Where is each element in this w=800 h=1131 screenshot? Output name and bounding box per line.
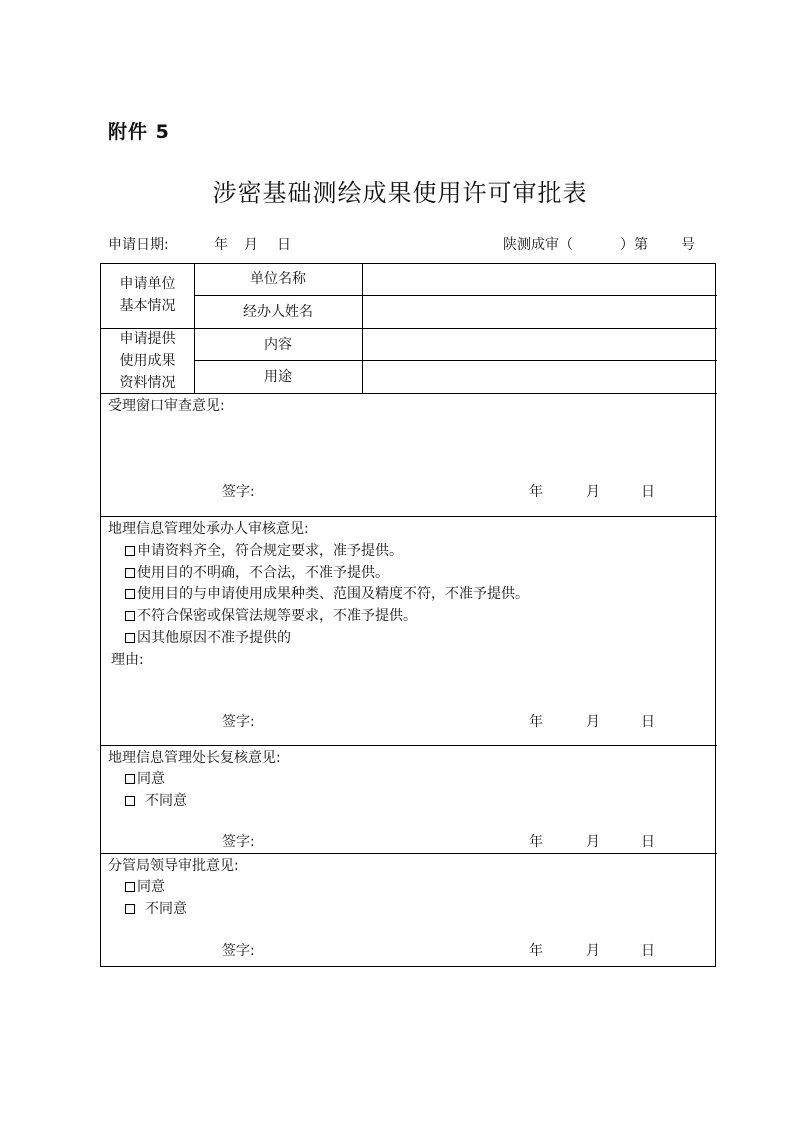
handler-option-5[interactable]: 因其他原因不准予提供的	[125, 628, 291, 648]
checkbox-icon[interactable]	[125, 774, 135, 784]
leader-approval-month: 月	[586, 943, 600, 959]
director-review-month: 月	[586, 834, 600, 850]
window-review-heading: 受理窗口审查意见:	[108, 398, 225, 414]
checkbox-icon[interactable]	[125, 796, 135, 806]
director-review-heading: 地理信息管理处长复核意见:	[108, 750, 281, 766]
doc-number-suffix: 号	[681, 237, 695, 253]
date-month: 月	[244, 237, 258, 253]
row-divider	[101, 745, 717, 746]
materials-section-label: 申请提供使用成果资料情况	[119, 331, 176, 391]
reason-label: 理由:	[111, 652, 144, 668]
row-divider	[101, 516, 717, 517]
purpose-field[interactable]	[362, 361, 717, 393]
doc-number-mid: ）第	[620, 237, 648, 253]
checkbox-icon[interactable]	[125, 546, 135, 556]
purpose-label: 用途	[264, 369, 292, 385]
director-review-sign-label: 签字:	[222, 834, 255, 850]
director-agree-option[interactable]: 同意	[125, 769, 165, 789]
checkbox-icon[interactable]	[125, 589, 135, 599]
row-divider	[101, 853, 717, 854]
handler-name-field[interactable]	[362, 296, 717, 328]
leader-approval-heading: 分管局领导审批意见:	[108, 858, 239, 874]
unit-name-label: 单位名称	[250, 271, 306, 287]
date-year: 年	[214, 237, 228, 253]
applicant-section-label: 申请单位基本情况	[119, 276, 176, 314]
director-review-year: 年	[529, 834, 543, 850]
date-day: 日	[277, 237, 291, 253]
attachment-label: 附件 5	[108, 121, 170, 143]
window-review-year: 年	[529, 484, 543, 500]
checkbox-icon[interactable]	[125, 633, 135, 643]
handler-review-sign-label: 签字:	[222, 714, 255, 730]
checkbox-icon[interactable]	[125, 904, 135, 914]
handler-option-1[interactable]: 申请资料齐全，符合规定要求，准予提供。	[125, 541, 403, 561]
doc-number-prefix: 陕测成审（	[503, 237, 573, 253]
leader-approval-year: 年	[529, 943, 543, 959]
leader-agree-option[interactable]: 同意	[125, 877, 165, 897]
approval-form-table	[100, 263, 716, 967]
checkbox-icon[interactable]	[125, 611, 135, 621]
leader-approval-day: 日	[641, 943, 655, 959]
document-title: 涉密基础测绘成果使用许可审批表	[212, 179, 588, 207]
content-field[interactable]	[362, 329, 717, 360]
handler-option-2[interactable]: 使用目的不明确，不合法，不准予提供。	[125, 563, 389, 583]
window-review-month: 月	[586, 484, 600, 500]
handler-name-label: 经办人姓名	[243, 304, 313, 320]
director-review-day: 日	[641, 834, 655, 850]
unit-name-field[interactable]	[362, 264, 717, 295]
window-review-sign-label: 签字:	[222, 484, 255, 500]
director-disagree-option[interactable]: 不同意	[125, 791, 187, 811]
content-label: 内容	[264, 337, 292, 353]
window-review-day: 日	[641, 484, 655, 500]
handler-review-year: 年	[529, 714, 543, 730]
handler-review-heading: 地理信息管理处承办人审核意见:	[108, 521, 309, 537]
handler-option-4[interactable]: 不符合保密或保管法规等要求，不准予提供。	[125, 606, 417, 626]
handler-review-month: 月	[586, 714, 600, 730]
checkbox-icon[interactable]	[125, 568, 135, 578]
checkbox-icon[interactable]	[125, 882, 135, 892]
handler-option-3[interactable]: 使用目的与申请使用成果种类、范围及精度不符，不准予提供。	[125, 584, 529, 604]
handler-review-day: 日	[641, 714, 655, 730]
leader-approval-sign-label: 签字:	[222, 943, 255, 959]
application-date-label: 申请日期:	[108, 237, 169, 253]
leader-disagree-option[interactable]: 不同意	[125, 899, 187, 919]
